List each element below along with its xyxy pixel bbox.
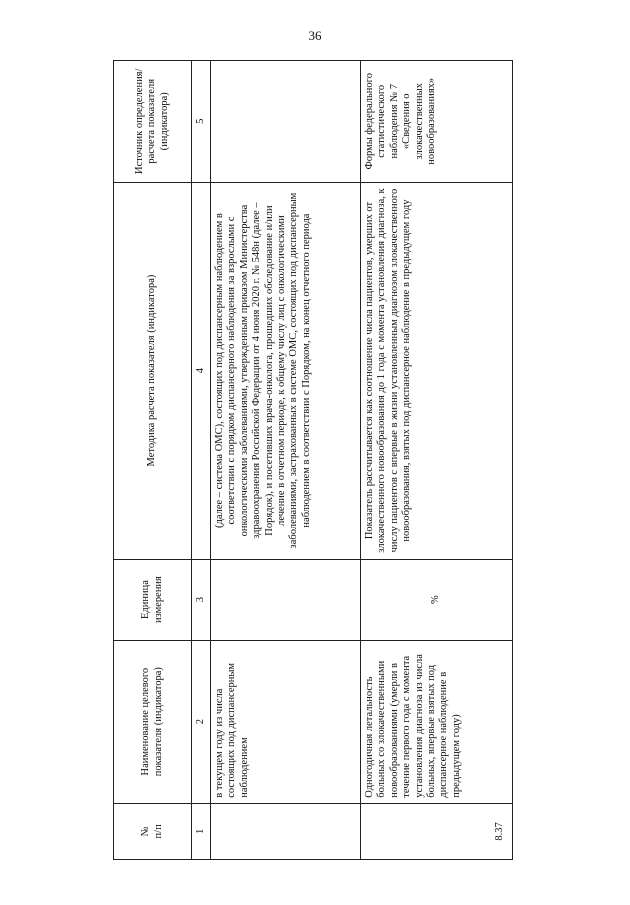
row-name: Одногодичная летальность больных со злокачественными новообразованиями (умерли в течение первого года с момента установления диагноза из числа больных, впервые взятых под диспансерное наблюдение в предыдущем году): [361, 640, 513, 803]
table-header-row: [114, 61, 192, 860]
table-row: [211, 61, 361, 860]
row-unit: [211, 559, 361, 640]
row-name: в текущем году из числа состоящих под диспансерным наблюдением: [211, 640, 361, 803]
page-number: 36: [308, 28, 322, 43]
row-num: [211, 803, 361, 859]
table-container: [113, 60, 513, 860]
row-unit: %: [361, 559, 513, 640]
index-cell: 2: [192, 640, 211, 803]
row-method: Показатель рассчитывается как соотношение числа пациентов, умерших от злокачественного новообразования до 1 года с момента установления диагноза, к числу пациентов с впервые в жизни установленным диагнозом злокачественного новообразования, взятых под диспансерное наблюдение в предыдущем году: [361, 182, 513, 559]
header-unit: Единица измерения: [114, 559, 192, 640]
rotated-table: [113, 60, 513, 860]
header-source: Источник определения/ расчета показателя (индикатора): [114, 61, 192, 183]
index-cell: 1: [192, 803, 211, 859]
table-index-row: [192, 61, 211, 860]
index-cell: 4: [192, 182, 211, 559]
row-method: (далее – система ОМС), состоящих под диспансерным наблюдением в соответствии с порядком диспансерного наблюдения за взрослыми с онкологическими заболеваниями, утвержденным приказом Министерства здравоохранения Российской Федерации от 4 июня 2020 г. № 548н (далее – Порядок), и посетивших врача-онколога, прошедших обследование и/или лечение в отчетном периоде, к общему числу лиц с онкологическими заболеваниями, застрахованных в системе ОМС, состоящих под диспансерным наблюдением в соответствии с Порядком, на конец отчетного периода: [211, 182, 361, 559]
header-method: Методика расчета показателя (индикатора): [114, 182, 192, 559]
index-cell: 3: [192, 559, 211, 640]
header-num: № п/п: [114, 803, 192, 859]
row-source: [211, 61, 361, 183]
table-row: [361, 61, 513, 860]
row-num: 8.37: [361, 803, 513, 859]
indicators-table: [113, 60, 513, 860]
row-source: Формы федерального статистического наблюдения № 7 «Сведения о злокачественных новообразованиях»: [361, 61, 513, 183]
header-name: Наименование целевого показателя (индикатора): [114, 640, 192, 803]
index-cell: 5: [192, 61, 211, 183]
